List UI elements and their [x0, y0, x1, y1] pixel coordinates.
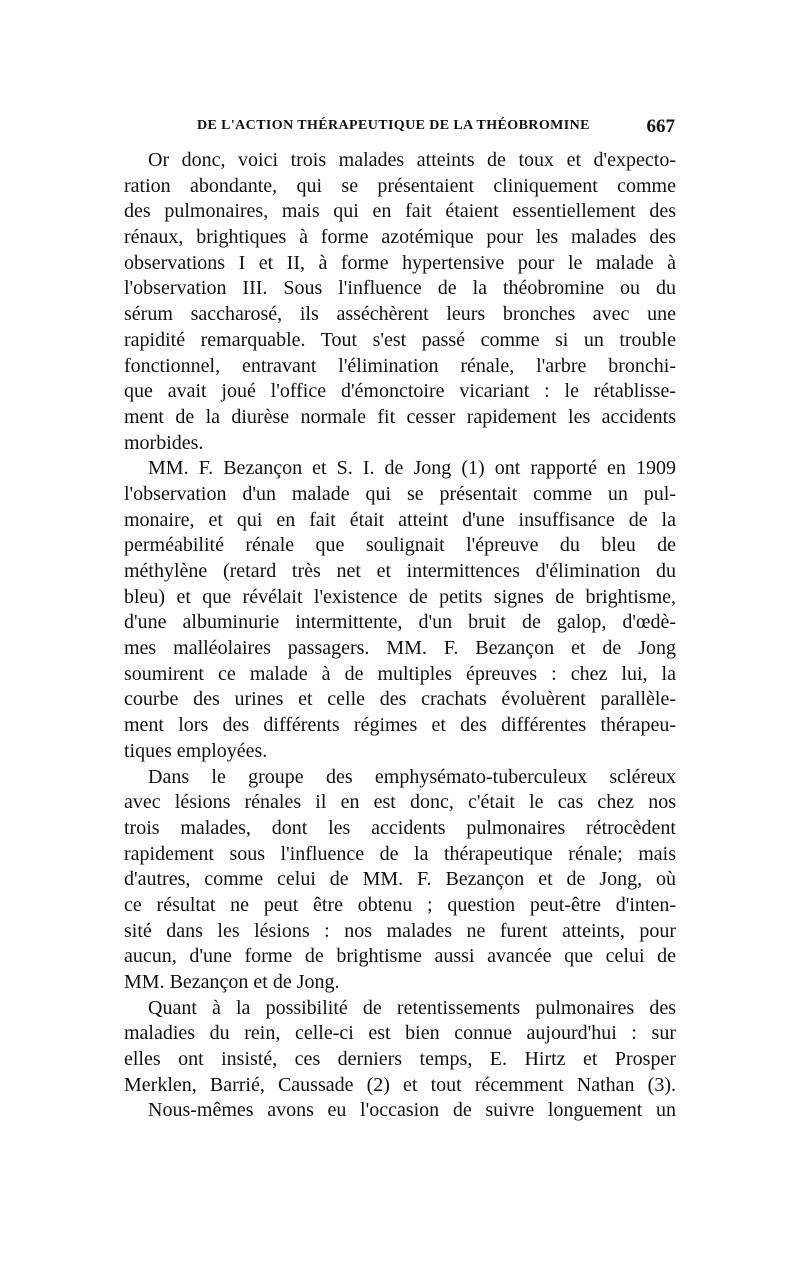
text-line: perméabilité rénale que soulignait l'épreuve du bleu de [124, 534, 676, 557]
text-line: mes malléolaires passagers. MM. F. Bezançon et de Jong [124, 637, 676, 660]
text-line: Merklen, Barrié, Caussade (2) et tout récemment Nathan (3). [124, 1073, 676, 1096]
text-line: morbides. [124, 431, 204, 454]
text-line: tiques employées. [124, 739, 268, 762]
text-line: observations I et II, à forme hypertensive pour le malade à [124, 251, 676, 274]
text-line: Nous-mêmes avons eu l'occasion de suivre longuement un [148, 1099, 676, 1122]
text-line: d'une albuminurie intermittente, d'un bruit de galop, d'œdè- [124, 611, 676, 634]
text-line: Or donc, voici trois malades atteints de toux et d'expecto- [148, 149, 676, 171]
text-line: rapidement sous l'influence de la thérapeutique rénale; mais [124, 842, 676, 865]
text-line: que avait joué l'office d'émonctoire vicariant : le rétablisse- [124, 380, 676, 403]
text-line: des pulmonaires, mais qui en fait étaient essentiellement des [124, 200, 676, 223]
text-line: monaire, et qui en fait était atteint d'une insuffisance de la [124, 508, 676, 531]
text-line: soumirent ce malade à de multiples épreuves : chez lui, la [124, 662, 676, 685]
text-line: avec lésions rénales il en est donc, c'était le cas chez nos [124, 791, 676, 814]
running-header [197, 116, 677, 140]
body-text [124, 148, 676, 1124]
text-line: sité dans les lésions : nos malades ne furent atteints, pour [124, 919, 676, 942]
text-line: l'observation III. Sous l'influence de la théobromine ou du [124, 277, 676, 300]
text-line: Quant à la possibilité de retentissements pulmonaires des [148, 996, 676, 1019]
text-line: sérum saccharosé, ils asséchèrent leurs bronches avec une [124, 303, 676, 326]
text-line: rénaux, brightiques à forme azotémique pour les malades des [124, 226, 676, 249]
text-line: ce résultat ne peut être obtenu ; question peut-être d'inten- [124, 893, 676, 916]
running-title: DE L'ACTION THÉRAPEUTIQUE DE LA THÉOBROMINE [197, 118, 590, 133]
text-line: d'autres, comme celui de MM. F. Bezançon et de Jong, où [124, 868, 676, 891]
text-line: aucun, d'une forme de brightisme aussi avancée que celui de [124, 945, 676, 968]
text-line: MM. Bezançon et de Jong. [124, 971, 340, 993]
text-line: trois malades, dont les accidents pulmonaires rétrocèdent [124, 816, 676, 839]
text-line: Dans le groupe des emphysémato-tuberculeux scléreux [148, 765, 676, 788]
text-line: méthylène (retard très net et intermittences d'élimination du [124, 560, 676, 582]
text-line: elles ont insisté, ces derniers temps, E. Hirtz et Prosper [124, 1048, 676, 1071]
text-line: MM. F. Bezançon et S. I. de Jong (1) ont rapporté en 1909 [148, 457, 676, 480]
text-line: courbe des urines et celle des crachats évoluèrent parallèle- [124, 688, 676, 711]
text-line: rapidité remarquable. Tout s'est passé comme si un trouble [124, 328, 676, 351]
text-line: fonctionnel, entravant l'élimination rénale, l'arbre bronchi- [124, 354, 676, 377]
text-line: bleu) et que révélait l'existence de petits signes de brightisme, [124, 585, 676, 608]
text-line: ment lors des différents régimes et des différentes thérapeu- [124, 714, 676, 737]
text-line: ration abondante, qui se présentaient cliniquement comme [124, 174, 676, 197]
text-line: ment de la diurèse normale fit cesser rapidement les accidents [124, 405, 676, 428]
page-number: 667 [646, 116, 675, 137]
text-line: l'observation d'un malade qui se présentait comme un pul- [124, 482, 676, 505]
text-line: maladies du rein, celle-ci est bien connue aujourd'hui : sur [124, 1022, 676, 1045]
